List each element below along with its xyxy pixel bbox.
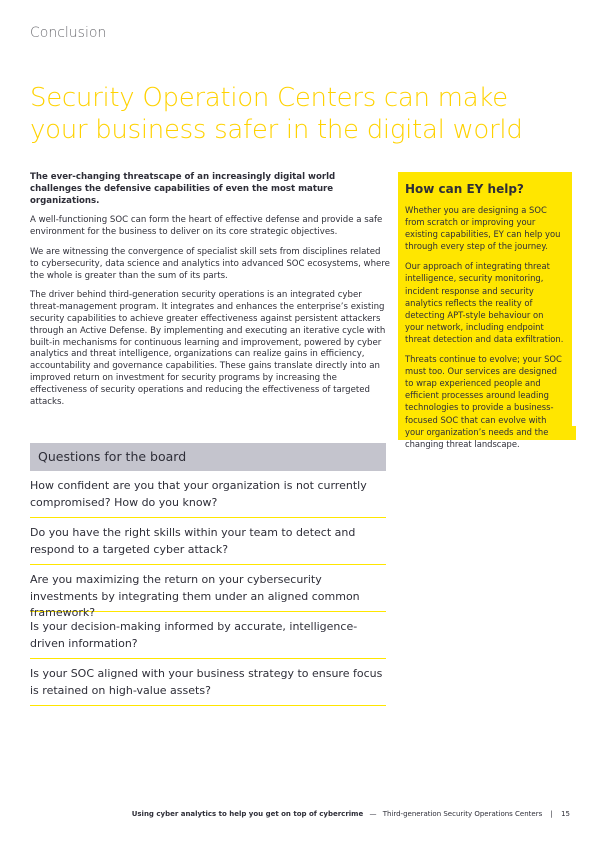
footer-title: Using cyber analytics to help you get on top of cybercrime <box>131 810 364 818</box>
board-questions-list <box>30 478 386 713</box>
list-item: Do you have the right skills within your team to detect and respond to a targeted cyber attack? <box>30 525 386 565</box>
footer-separator: — <box>369 810 377 818</box>
body-paragraph: A well-functioning SOC can form the heart of effective defense and provide a safe environment for the business to deliver on its core strategic objectives. <box>30 215 383 238</box>
sidebar-paragraph: Threats continue to evolve; your SOC must too. Our services are designed to wrap experienced people and efficient processes around leading technologies to provide a business-focused SOC that can evolve with your organization’s needs and the changing threat landscape. <box>405 354 562 449</box>
footer-subtitle: Third-generation Security Operations Centers <box>382 810 543 818</box>
list-item: Is your decision-making informed by accurate, intelligence-driven information? <box>30 619 386 659</box>
sidebar-corner-accent <box>570 426 576 440</box>
board-questions-header: Questions for the board <box>30 443 386 471</box>
sidebar-paragraph: Our approach of integrating threat intelligence, security monitoring, incident response and security analytics reflects the reality of detecting APT-style behaviour on your network, including endpoint threat detection and data exfiltration. <box>405 261 564 344</box>
lead-paragraph: The ever-changing threatscape of an increasingly digital world challenges the defensive capabilities of even the most mature organizations. <box>30 172 336 206</box>
footer-divider: | <box>550 810 553 818</box>
list-item: Are you maximizing the return on your cybersecurity investments by integrating them under an aligned common framework? <box>30 572 386 612</box>
page-title: Security Operation Centers can make your business safer in the digital world <box>30 83 523 145</box>
page-number: 15 <box>561 810 570 818</box>
page-footer <box>132 810 570 818</box>
section-label: Conclusion <box>30 25 107 41</box>
sidebar-paragraph: Whether you are designing a SOC from scratch or improving your existing capabilities, EY can help you through every step of the journey. <box>405 205 561 252</box>
body-paragraph: The driver behind third-generation security operations is an integrated cyber threat-management program. It integrates and enhances the enterprise’s existing security capabilities to achieve greater effectiveness against persistent attackers through an Active Defense. By implementing and executing an iterative cycle with built-in mechanisms for continuous learning and improvement, powered by cyber analytics and threat intelligence, organizations can realize gains in efficiency, accountability and governance capabilities. These gains translate directly into an improved return on investment for security programs by increasing the effectiveness of security operations and reducing the effectiveness of targeted attacks. <box>30 290 386 407</box>
list-item: Is your SOC aligned with your business strategy to ensure focus is retained on high-value assets? <box>30 666 386 706</box>
body-paragraph: We are witnessing the convergence of specialist skill sets from disciplines related to cybersecurity, data science and analytics into advanced SOC ecosystems, where the whole is greater than the sum of its parts. <box>30 246 390 281</box>
body-text-column <box>30 172 390 416</box>
ey-help-sidebar <box>398 172 572 449</box>
sidebar-title: How can EY help? <box>405 182 524 196</box>
list-item: How confident are you that your organization is not currently compromised? How do you know? <box>30 478 386 518</box>
